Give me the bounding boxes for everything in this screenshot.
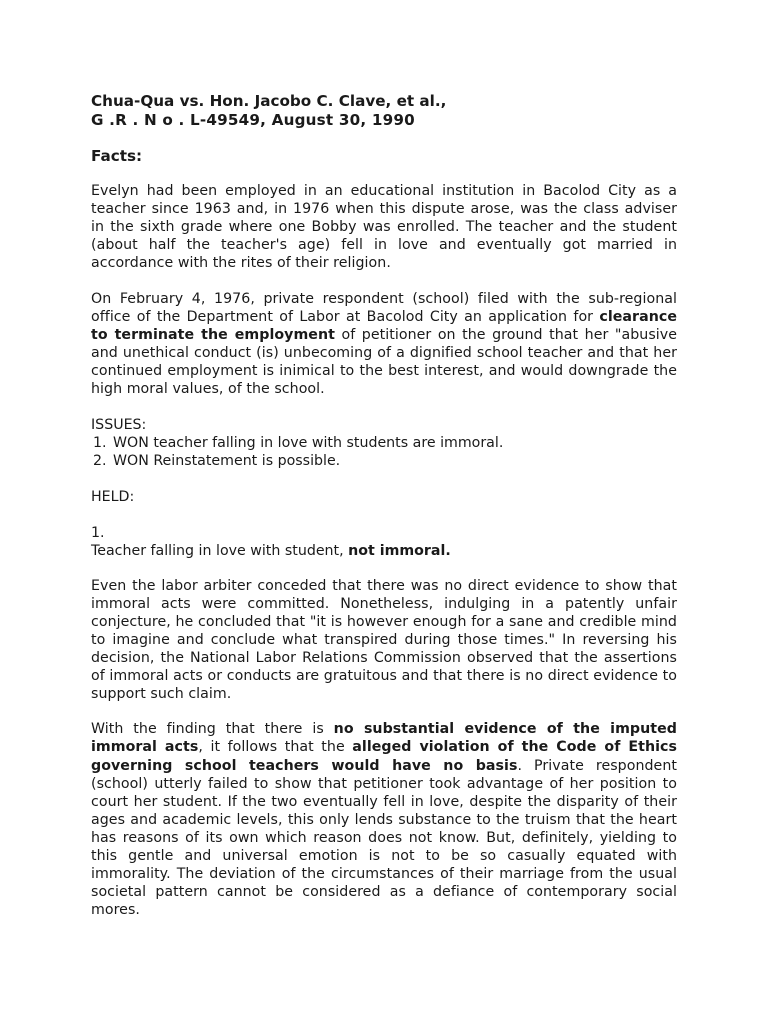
- facts-heading: Facts:: [91, 147, 143, 165]
- facts-p2-text-a: On February 4, 1976, private respondent (school) filed with the sub-regional office of the Department of Labor at Bacolod City an application for: [91, 290, 677, 325]
- held-paragraph-2: [91, 720, 677, 919]
- held-p2-text-b: , it follows that the: [198, 739, 353, 756]
- held-heading: HELD:: [91, 489, 135, 506]
- held-p2-bold-b: alleged violation of the Code of Ethics governing school teachers would have no basis: [91, 739, 677, 774]
- issues-heading: ISSUES:: [91, 417, 147, 434]
- facts-p2-text-b: of petitioner on the ground that her "abusive and unethical conduct (is) unbecoming of a dignified school teacher and that her continued employment is inimical to the best interest, and would downgrade the high moral values, of the school.: [91, 326, 677, 398]
- held-p2-text-a: With the finding that there is: [91, 721, 334, 738]
- facts-paragraph-1: Evelyn had been employed in an educational institution in Bacolod City as a teacher since 1963 and, in 1976 when this dispute arose, was the class adviser in the sixth grade where one Bobby was enrolled. The teacher and the student (about half the teacher's age) fell in love and eventually got married in accordance with the rites of their religion.: [91, 183, 677, 272]
- facts-p2-bold: clearance to terminate the employment: [91, 308, 677, 343]
- facts-paragraph-2: [91, 290, 677, 399]
- issues-list: [91, 434, 677, 470]
- case-title: Chua-Qua vs. Hon. Jacobo C. Clave, et al.,: [91, 92, 447, 110]
- held-paragraph-1: Even the labor arbiter conceded that there was no direct evidence to show that immoral acts were committed. Nonetheless, indulging in a patently unfair conjecture, he concluded that "it is however enough for a sane and credible mind to imagine and conclude what transpired during those times." In reversing his decision, the National Labor Relations Commission observed that the assertions of immoral acts or conducts are gratuitous and that there is no direct evidence to support such claim.: [91, 577, 677, 703]
- held-statement-bold: not immoral.: [348, 542, 451, 559]
- case-citation: G .R . N o . L-49549, August 30, 1990: [91, 111, 415, 129]
- issue-text: WON teacher falling in love with students are immoral.: [113, 435, 504, 452]
- held-p2-text-c: . Private respondent (school) utterly failed to show that petitioner took advantage of her position to court her student. If the two eventually fell in love, despite the disparity of their ages and academic levels, this only lends substance to the truism that the heart has reasons of its own which reason does not know. But, definitely, yielding to this gentle and universal emotion is not to be so casually equated with immorality. The deviation of the circumstances of their marriage from the usual societal pattern cannot be considered as a defiance of contemporary social mores.: [91, 757, 677, 919]
- issue-item: [91, 434, 677, 452]
- document-page: [91, 92, 677, 919]
- issue-number: 1.: [93, 435, 107, 452]
- held-statement: [91, 542, 677, 560]
- issue-number: 2.: [93, 453, 107, 470]
- issue-item: [91, 452, 677, 470]
- held-p2-bold-a: no substantial evidence of the imputed immoral acts: [91, 721, 677, 756]
- held-number: 1.: [91, 524, 105, 541]
- issue-text: WON Reinstatement is possible.: [113, 453, 341, 470]
- held-statement-text: Teacher falling in love with student,: [91, 542, 349, 559]
